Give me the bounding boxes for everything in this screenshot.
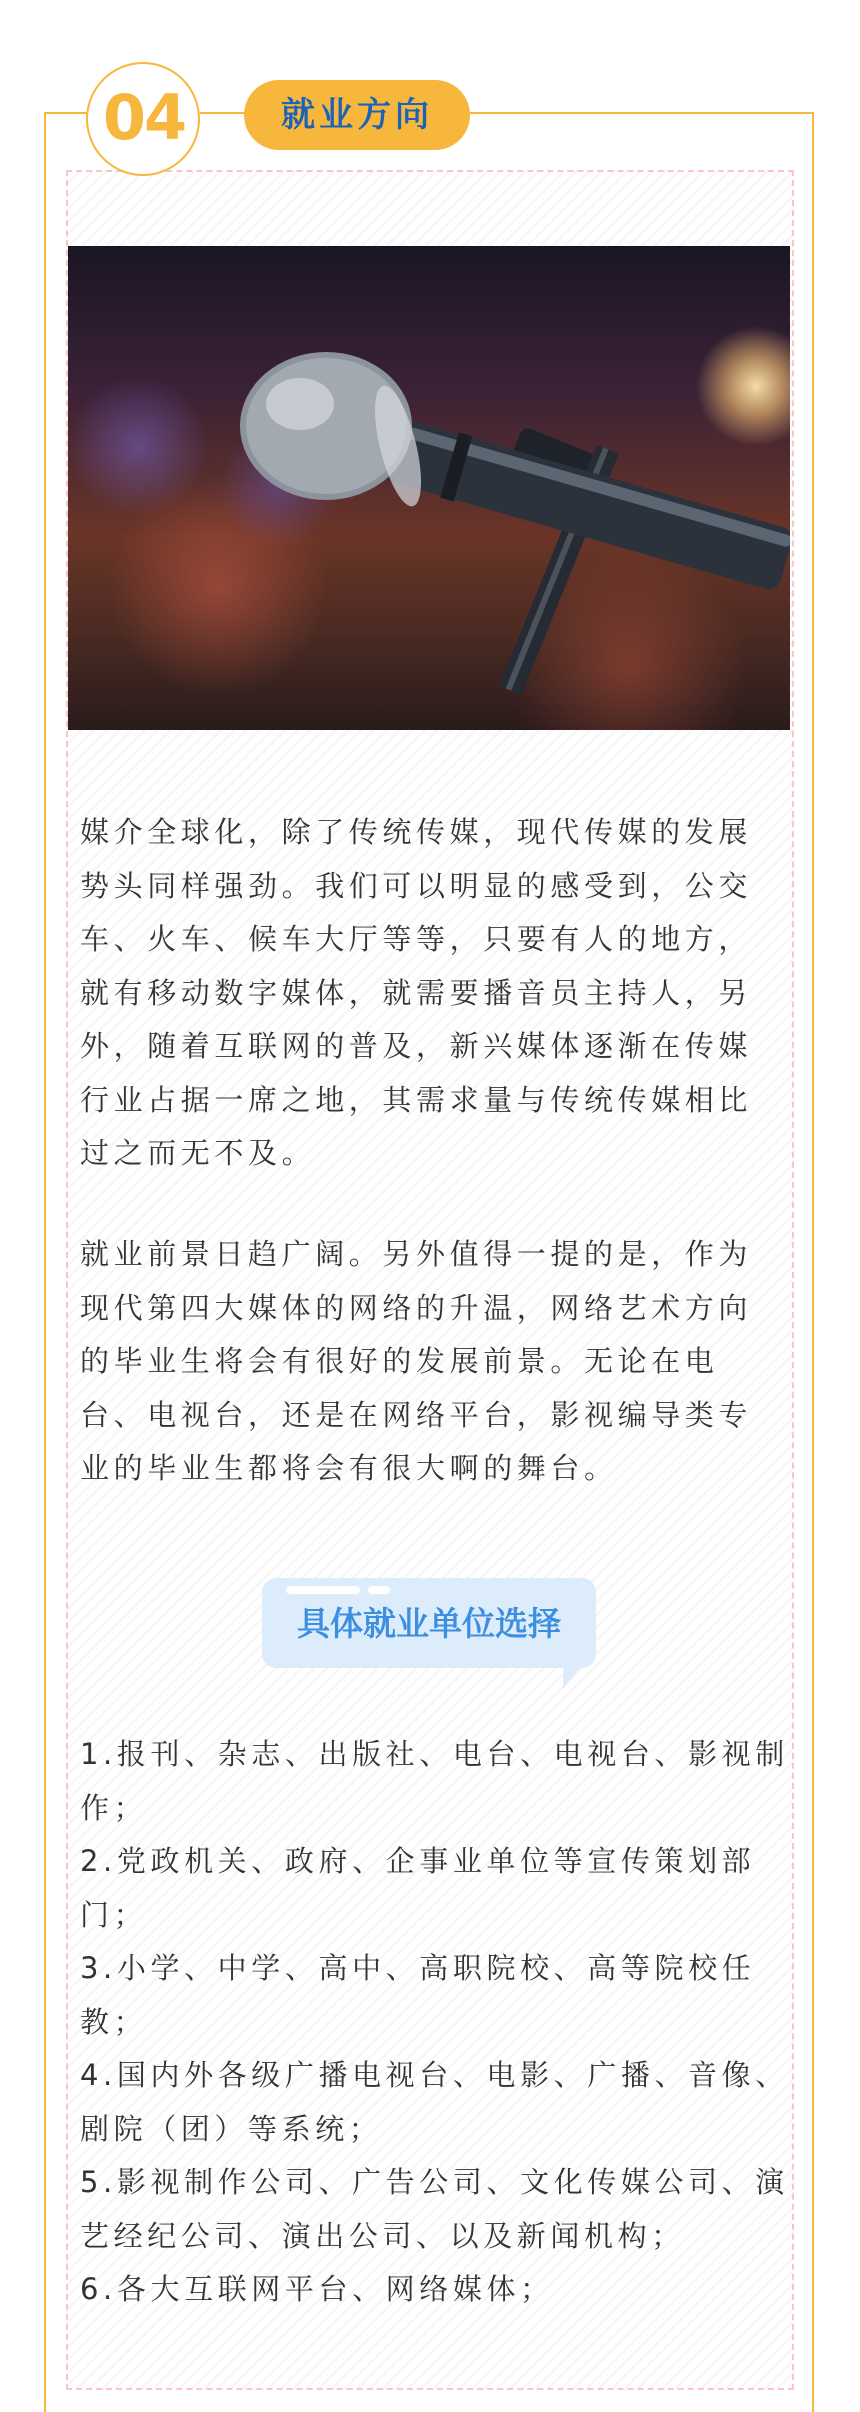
microphone-icon: [68, 246, 790, 730]
subheading: 具体就业单位选择: [297, 1604, 561, 1643]
list-item: 1.报刊、杂志、出版社、电台、电视台、影视制作；: [80, 1737, 789, 1825]
list-item: 2.党政机关、政府、企事业单位等宣传策划部门；: [80, 1844, 756, 1932]
list-item: 4.国内外各级广播电视台、电影、广播、音像、剧院（团）等系统；: [80, 2058, 789, 2146]
list-item: 6.各大互联网平台、网络媒体；: [80, 2272, 554, 2306]
employment-units-list: [80, 1728, 790, 2317]
section-title: 就业方向: [244, 80, 470, 150]
outlook-paragraph: 就业前景日趋广阔。另外值得一提的是，作为现代第四大媒体的网络的升温，网络艺术方向的毕业生将会有很好的发展前景。无论在电台、电视台，还是在网络平台，影视编导类专业的毕业生都将会有很大啊的舞台。: [80, 1237, 753, 1485]
list-item: 3.小学、中学、高中、高职院校、高等院校任教；: [80, 1951, 756, 2039]
list-item: 5.影视制作公司、广告公司、文化传媒公司、演艺经纪公司、演出公司、以及新闻机构；: [80, 2165, 789, 2253]
frame-top-border-right: [460, 112, 814, 114]
section-number: 04: [102, 81, 186, 154]
microphone-photo: [68, 246, 790, 730]
intro-paragraph: 媒介全球化，除了传统传媒，现代传媒的发展势头同样强劲。我们可以明显的感受到，公交车、火车、候车大厅等等，只要有人的地方，就有移动数字媒体，就需要播音员主持人，另外，随着互联网的普及，新兴媒体逐渐在传媒行业占据一席之地，其需求量与传统传媒相比过之而无不及。: [80, 815, 753, 1170]
title-connector-line: [200, 112, 250, 114]
